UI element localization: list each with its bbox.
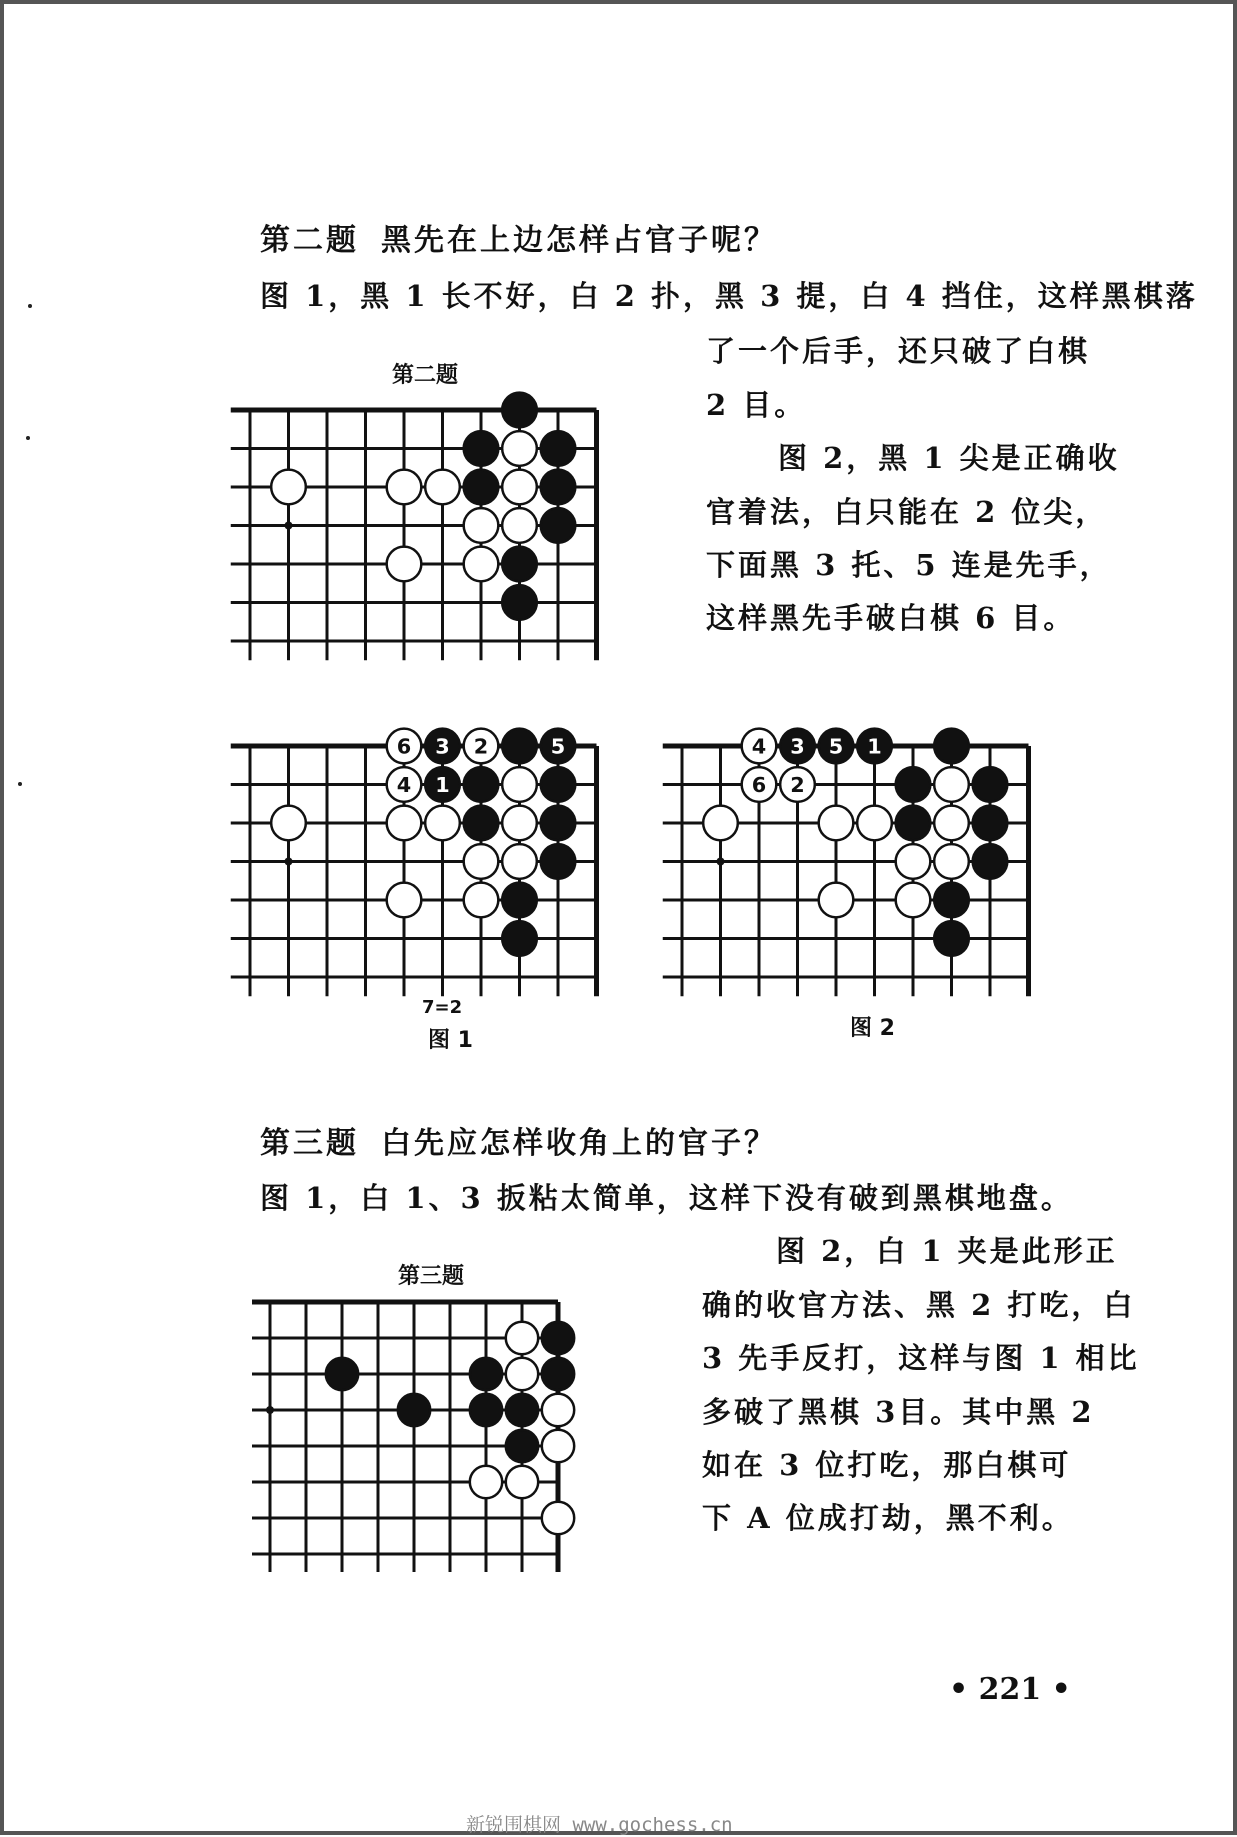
problem3-para1: 图 1，白 1、3 扳粘太简单，这样下没有破到黑棋地盘。	[260, 1181, 1073, 1215]
black-stone	[896, 767, 931, 802]
black-stone	[502, 729, 537, 764]
black-stone	[541, 508, 576, 543]
black-stone	[934, 729, 969, 764]
black-stone	[502, 393, 537, 428]
problem2-para2-line4: 这样黑先手破白棋 6 目。	[706, 601, 1076, 635]
black-stone	[542, 1358, 574, 1390]
black-stone	[470, 1394, 502, 1426]
white-stone	[542, 1430, 574, 1462]
white-stone	[896, 883, 931, 918]
black-stone	[541, 767, 576, 802]
watermark: 新锐围棋网 www.gochess.cn	[466, 1814, 733, 1836]
black-stone	[541, 844, 576, 879]
black-stone	[541, 470, 576, 505]
move-number: 1	[435, 772, 450, 797]
black-stone	[502, 585, 537, 620]
move-number: 3	[435, 734, 450, 759]
white-stone	[464, 844, 499, 879]
black-stone	[502, 547, 537, 582]
problem3-question: 白先应怎样收角上的官子？	[381, 1126, 777, 1161]
white-stone	[502, 806, 537, 841]
black-stone	[542, 1322, 574, 1354]
white-stone	[506, 1358, 538, 1390]
black-stone	[502, 883, 537, 918]
problem2-para1-line1: 图 1，黑 1 长不好，白 2 扑，黑 3 提，白 4 挡住，这样黑棋落	[260, 279, 1198, 313]
problem3-para2-line4: 多破了黑棋 3目。其中黑 2	[702, 1395, 1095, 1429]
white-stone	[271, 470, 306, 505]
problem3-heading	[260, 1126, 777, 1161]
black-stone	[506, 1430, 538, 1462]
white-stone	[387, 883, 422, 918]
black-stone	[326, 1358, 358, 1390]
problem2-figure2-board	[666, 726, 1076, 986]
problem2-para1-line2: 了一个后手，还只破了白棋	[706, 334, 1091, 368]
problem2-diagram-caption: 第二题	[392, 363, 459, 388]
move-number: 1	[867, 734, 882, 759]
move-number: 3	[790, 734, 805, 759]
problem3-board	[250, 1298, 620, 1588]
move-number: 5	[828, 734, 844, 759]
scan-speck	[26, 436, 30, 440]
white-stone	[703, 806, 738, 841]
star-point	[266, 1406, 274, 1414]
problem3-para2-line3: 3 先手反打，这样与图 1 相比	[702, 1341, 1140, 1375]
move-number: 6	[751, 772, 767, 797]
white-stone	[542, 1502, 574, 1534]
black-stone	[502, 921, 537, 956]
white-stone	[425, 806, 460, 841]
white-stone	[464, 508, 499, 543]
white-stone	[464, 547, 499, 582]
move-number: 6	[396, 734, 412, 759]
problem3-para2-line1: 图 2，白 1 夹是此形正	[776, 1234, 1118, 1268]
black-stone	[934, 883, 969, 918]
problem3-para2-line6: 下 A 位成打劫，黑不利。	[702, 1501, 1074, 1535]
problem2-para2-line1: 图 2，黑 1 尖是正确收	[778, 441, 1120, 475]
white-stone	[502, 767, 537, 802]
white-stone	[502, 470, 537, 505]
white-stone	[387, 470, 422, 505]
move-number: 4	[396, 772, 412, 797]
star-point	[285, 858, 293, 866]
white-stone	[506, 1322, 538, 1354]
problem2-para2-line3: 下面黑 3 托、5 连是先手，	[706, 548, 1112, 582]
black-stone	[934, 921, 969, 956]
white-stone	[934, 806, 969, 841]
black-stone	[464, 470, 499, 505]
problem2-board	[240, 394, 640, 664]
white-stone	[819, 883, 854, 918]
problem2-heading	[260, 223, 777, 258]
move-number: 5	[550, 734, 566, 759]
star-point	[717, 858, 725, 866]
black-stone	[464, 431, 499, 466]
white-stone	[819, 806, 854, 841]
white-stone	[470, 1466, 502, 1498]
star-point	[285, 522, 293, 530]
white-stone	[502, 844, 537, 879]
white-stone	[896, 844, 931, 879]
page-number: • 221 •	[949, 1672, 1071, 1707]
black-stone	[973, 844, 1008, 879]
move-number: 2	[790, 772, 805, 797]
white-stone	[502, 508, 537, 543]
black-stone	[464, 806, 499, 841]
black-stone	[464, 767, 499, 802]
white-stone	[857, 806, 892, 841]
white-stone	[542, 1394, 574, 1426]
figure1-caption: 图 1	[428, 1028, 473, 1053]
black-stone	[896, 806, 931, 841]
scan-speck	[18, 782, 22, 786]
problem2-question: 黑先在上边怎样占官子呢？	[381, 223, 777, 258]
white-stone	[425, 470, 460, 505]
problem2-figure1-board	[240, 726, 640, 986]
scan-speck	[28, 304, 32, 308]
problem3-para2-line5: 如在 3 位打吃，那白棋可	[702, 1448, 1072, 1482]
white-stone	[934, 844, 969, 879]
black-stone	[973, 806, 1008, 841]
white-stone	[387, 547, 422, 582]
black-stone	[973, 767, 1008, 802]
white-stone	[502, 431, 537, 466]
black-stone	[506, 1394, 538, 1426]
white-stone	[934, 767, 969, 802]
white-stone	[464, 883, 499, 918]
problem3-diagram-caption: 第三题	[398, 1264, 465, 1289]
black-stone	[398, 1394, 430, 1426]
problem2-label: 第二题	[260, 223, 359, 258]
problem2-para2-line2: 官着法，白只能在 2 位尖，	[706, 495, 1108, 529]
white-stone	[271, 806, 306, 841]
white-stone	[506, 1466, 538, 1498]
white-stone	[387, 806, 422, 841]
figure1-note: 7=2	[422, 997, 463, 1018]
figure2-caption: 图 2	[850, 1016, 895, 1041]
black-stone	[470, 1358, 502, 1390]
problem3-label: 第三题	[260, 1126, 359, 1161]
black-stone	[541, 806, 576, 841]
move-number: 4	[751, 734, 767, 759]
problem3-para2-line2: 确的收官方法、黑 2 打吃，白	[702, 1288, 1136, 1322]
move-number: 2	[473, 734, 489, 759]
black-stone	[541, 431, 576, 466]
problem2-para1-line3: 2 目。	[706, 388, 807, 422]
